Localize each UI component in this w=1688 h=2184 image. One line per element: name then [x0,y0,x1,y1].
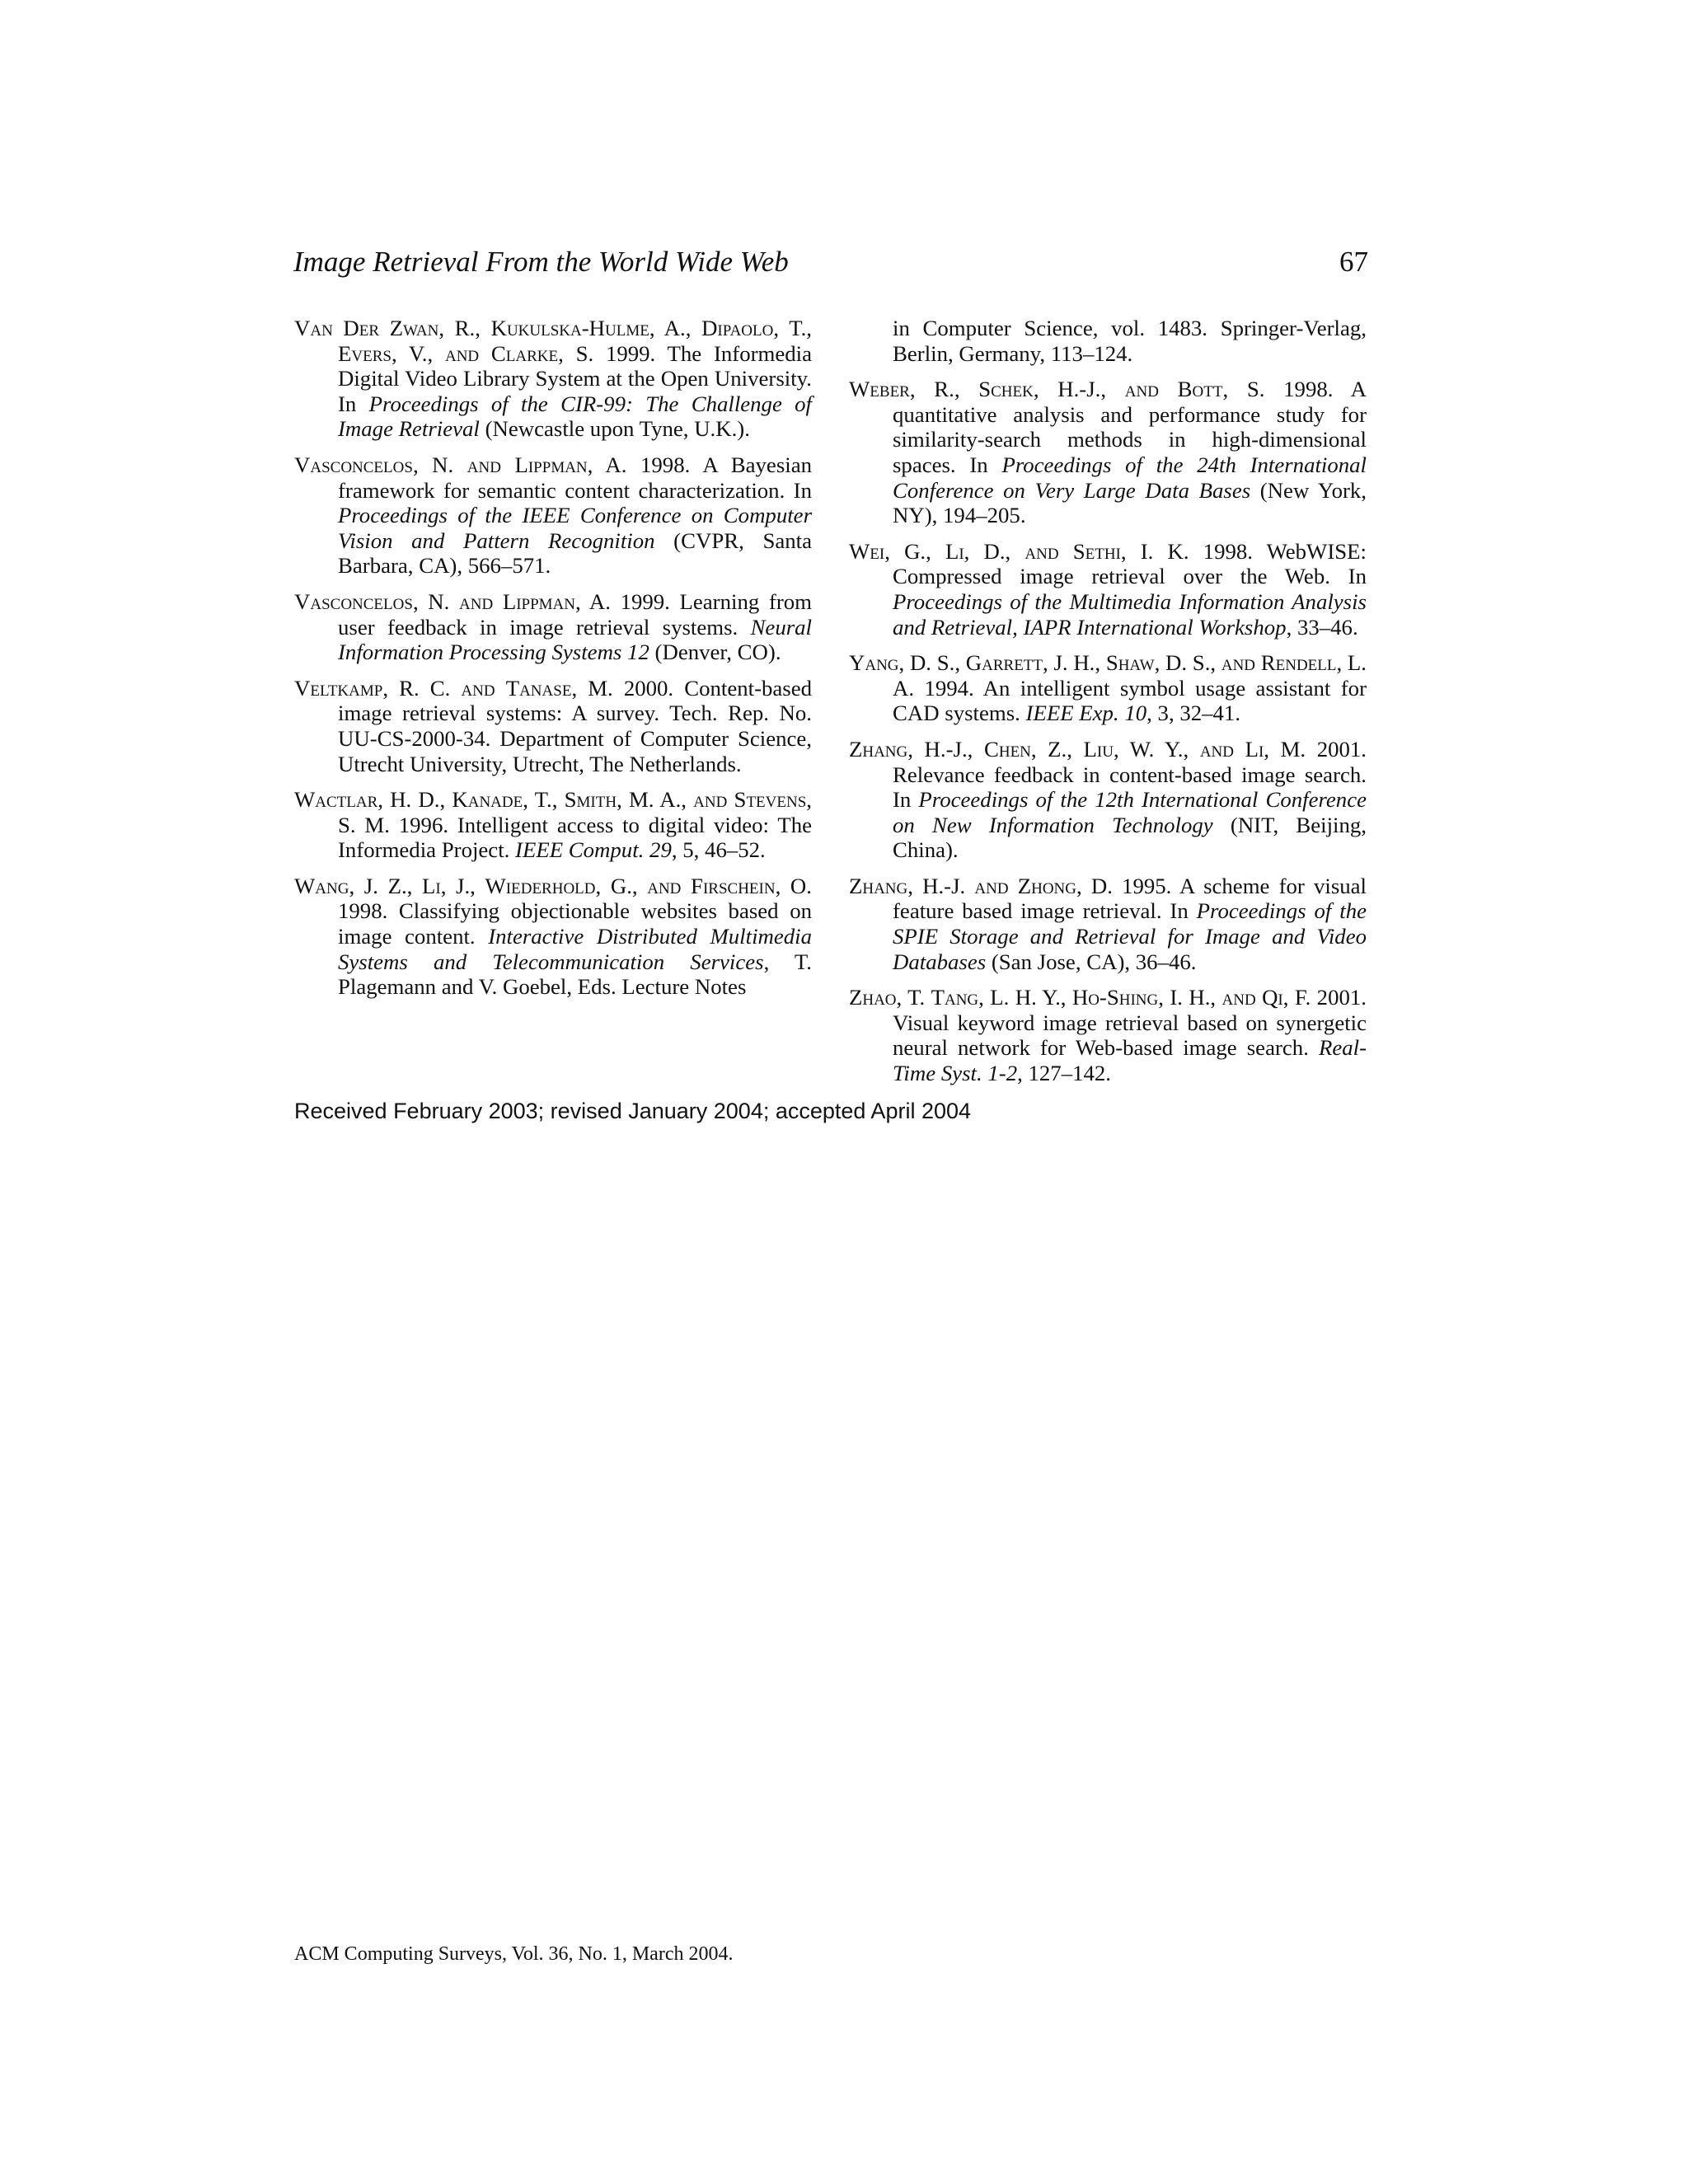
ref-fragment: and [467,452,501,477]
ref-fragment: IEEE Exp. 10 [1025,701,1147,726]
ref-fragment [1234,737,1245,762]
ref-fragment: Proceedings of the 12th International Conference on New Information Technology [893,787,1367,837]
ref-fragment: , L. A. 1994. An intelligent symbol usage assistant for CAD systems. [893,650,1367,726]
reference-entry [294,676,812,776]
ref-fragment: , O. 1998. Classifying objectionable websites based on image content. [338,873,812,949]
ref-fragment: IEEE Comput. 29 [515,837,672,863]
ref-fragment: , T. Plagemann and V. Goebel, Eds. Lecture Notes [338,949,812,1000]
ref-fragment [1255,650,1261,675]
ref-fragment: , D. 1995. A scheme for visual feature based image retrieval. In [893,873,1367,924]
ref-fragment [1256,985,1262,1010]
ref-fragment: , G., [884,538,945,564]
ref-fragment: Lippman [514,452,588,477]
ref-fragment: Proceedings of the CIR-99: The Challenge of Image Retrieval [338,391,812,442]
ref-fragment: and [647,873,682,898]
ref-fragment: and [1199,736,1234,762]
ref-fragment: Rendell [1260,650,1337,676]
ref-fragment: Weber [849,377,910,402]
ref-fragment: , T., [773,316,812,340]
ref-fragment [1159,377,1178,401]
ref-fragment: and [1025,538,1059,564]
ref-fragment: and [1221,650,1256,676]
ref-fragment: Li [945,538,964,564]
ref-fragment: , F. 2001. Visual keyword image retrieval based on synergetic neural network for Web-based image search. [893,985,1367,1061]
ref-fragment: , D. S., [898,650,966,676]
ref-fragment: Proceedings of the 24th International Conference on Very Large Data Bases [893,452,1367,503]
ref-fragment: Kukulska-Hulme [490,316,649,340]
ref-fragment: , J., [440,873,485,898]
running-title: Image Retrieval From the World Wide Web [293,246,789,278]
reference-entry [294,589,812,665]
ref-fragment: Schek [978,377,1034,402]
ref-fragment: (Denver, CO). [649,640,781,665]
ref-fragment: Liu [1083,736,1114,762]
ref-fragment: Real-Time Syst. 1-2 [893,1035,1367,1086]
ref-fragment: Li [421,873,441,898]
ref-fragment: Vasconcelos [294,588,413,614]
ref-fragment: , G., [595,873,648,898]
ref-fragment: , I. H., [1158,985,1222,1010]
ref-fragment [681,874,691,898]
page-number: 67 [1339,246,1368,278]
ref-fragment: Dipaolo [701,316,774,340]
ref-fragment: and [974,873,1009,898]
reference-entry [294,452,812,579]
running-head [293,244,1368,280]
ref-fragment: Lippman [502,588,575,614]
ref-fragment: Bott [1177,377,1223,402]
references-left-column [294,316,812,1010]
ref-fragment: Wang [294,873,349,898]
ref-fragment: , N. [412,588,459,614]
received-note: Received February 2003; revised January 2004; accepted April 2004 [294,1099,972,1123]
ref-fragment: , A. 1999. Learning from user feedback in image retrieval systems. [338,588,812,640]
ref-fragment: , T. [896,985,931,1010]
ref-fragment: Wei [849,538,885,564]
ref-fragment: , M. 2000. Content-based image retrieval systems: A survey. Tech. Rep. No. UU-CS-2000-34. Department of Computer Science, Utrecht University, Utrecht, The Netherlands. [338,675,813,776]
ref-fragment: and [1221,985,1256,1010]
ref-fragment [1059,539,1073,564]
ref-fragment: , M. 2001. Relevance feedback in content-based image search. In [893,736,1367,813]
ref-fragment [479,341,491,366]
ref-fragment: (San Jose, CA), 36–46. [986,949,1197,974]
ref-fragment: , 127–142. [1017,1061,1111,1086]
ref-fragment: (New York, NY), 194–205. [893,477,1367,528]
ref-fragment: in Computer Science, vol. 1483. Springer-Verlag, Berlin, Germany, 113–124. [893,316,1367,366]
ref-fragment: Wactlar [294,787,378,813]
ref-fragment: , L. H. Y., [978,985,1072,1010]
reference-entry [849,985,1367,1085]
ref-fragment: Sethi [1072,538,1121,564]
ref-fragment: , 3, 32–41. [1146,701,1241,726]
reference-entry [849,377,1367,528]
ref-fragment: , R., [438,316,491,340]
reference-entry [294,874,812,1000]
reference-entry [294,787,812,863]
ref-fragment [501,452,515,477]
ref-fragment: Garrett [965,650,1043,676]
ref-fragment: Firschein [691,873,776,898]
ref-fragment: Veltkamp [294,675,383,701]
ref-fragment: , M. A., [617,787,694,813]
ref-fragment: Tanase [505,675,572,701]
ref-fragment: , T., [523,787,565,813]
ref-fragment: and [693,787,728,813]
ref-fragment: and [444,340,480,366]
page-footer: ACM Computing Surveys, Vol. 36, No. 1, March 2004. [294,1943,734,1965]
ref-fragment: Ho-Shing [1071,985,1159,1010]
ref-fragment: , D., [964,538,1025,564]
ref-fragment: Smith [564,787,617,813]
ref-fragment: , J. Z., [349,873,422,898]
reference-entry [849,539,1367,640]
ref-fragment: Kanade [452,787,523,813]
ref-fragment: Proceedings of the SPIE Storage and Retrieval for Image and Video Databases [893,898,1367,974]
ref-fragment [1009,874,1018,898]
ref-fragment: Shaw [1105,650,1155,676]
ref-fragment: Interactive Distributed Multimedia Systems and Telecommunication Services [338,924,812,974]
ref-fragment: , H. D., [377,787,452,813]
ref-fragment: , J. H., [1043,650,1106,676]
ref-fragment: (Newcastle upon Tyne, U.K.). [479,416,750,442]
ref-fragment: Zhong [1017,873,1076,898]
ref-fragment: and [461,675,495,701]
ref-fragment: , H.-J., [907,736,984,762]
ref-fragment: Tang [931,985,979,1010]
ref-fragment: , W. Y., [1113,736,1200,762]
ref-fragment: Van Der Zwan [294,316,439,340]
ref-fragment: Evers [338,340,392,366]
ref-fragment: Proceedings of the Multimedia Information Analysis and Retrieval, IAPR International Workshop [893,588,1367,640]
ref-fragment: , S. 1998. A quantitative analysis and performance study for similarity-search methods in high-dimensional spaces. In [893,377,1367,477]
ref-fragment: Yang [849,650,899,676]
ref-fragment: Vasconcelos [294,452,413,477]
reference-entry [294,316,812,442]
ref-fragment: (NIT, Beijing, China). [893,812,1367,863]
ref-fragment: Neural Information Processing Systems 12 [338,614,812,665]
ref-fragment: and [1124,377,1159,402]
ref-fragment: Li [1245,736,1264,762]
ref-fragment: , R. C. [382,675,462,701]
ref-fragment: , N. [412,452,467,477]
ref-fragment: Wiederhold [485,873,596,898]
ref-fragment: Qi [1262,985,1283,1010]
ref-fragment: , H.-J. [907,873,975,898]
ref-fragment: Zhao [849,985,897,1010]
ref-fragment: , 5, 46–52. [671,837,766,863]
ref-fragment: , D. S., [1154,650,1221,676]
ref-fragment: Proceedings of the IEEE Conference on Computer Vision and Pattern Recognition [338,503,812,553]
ref-fragment: , V., [391,340,445,366]
ref-fragment: and [459,588,494,614]
ref-fragment: , S. 1999. The Informedia Digital Video Library System at the Open University. In [338,340,812,416]
reference-continuation [849,316,1367,366]
ref-fragment [493,589,503,614]
ref-fragment: (CVPR, Santa Barbara, CA), 566–571. [338,527,813,579]
ref-fragment [727,787,734,812]
ref-fragment: , H.-J., [1033,377,1125,402]
reference-entry [849,650,1367,726]
ref-fragment: Zhang [849,873,908,898]
reference-entry [849,737,1367,863]
ref-fragment: , A. 1998. A Bayesian framework for semantic content characterization. In [338,452,812,503]
reference-entry [849,874,1367,974]
ref-fragment: , A., [649,316,702,340]
ref-fragment: , 33–46. [1286,614,1358,640]
ref-fragment: , Z., [1030,736,1084,762]
ref-fragment: Clarke [490,340,559,366]
ref-fragment: , S. M. 1996. Intelligent access to digital video: The Informedia Project. [338,787,812,863]
references-right-column [849,316,1367,1097]
ref-fragment: Zhang [849,736,908,762]
ref-fragment: Stevens [734,787,807,813]
ref-fragment: , I. K. 1998. WebWISE: Compressed image retrieval over the Web. In [893,538,1367,589]
ref-fragment [495,676,506,701]
ref-fragment: Chen [983,736,1031,762]
ref-fragment: , R., [909,377,979,402]
